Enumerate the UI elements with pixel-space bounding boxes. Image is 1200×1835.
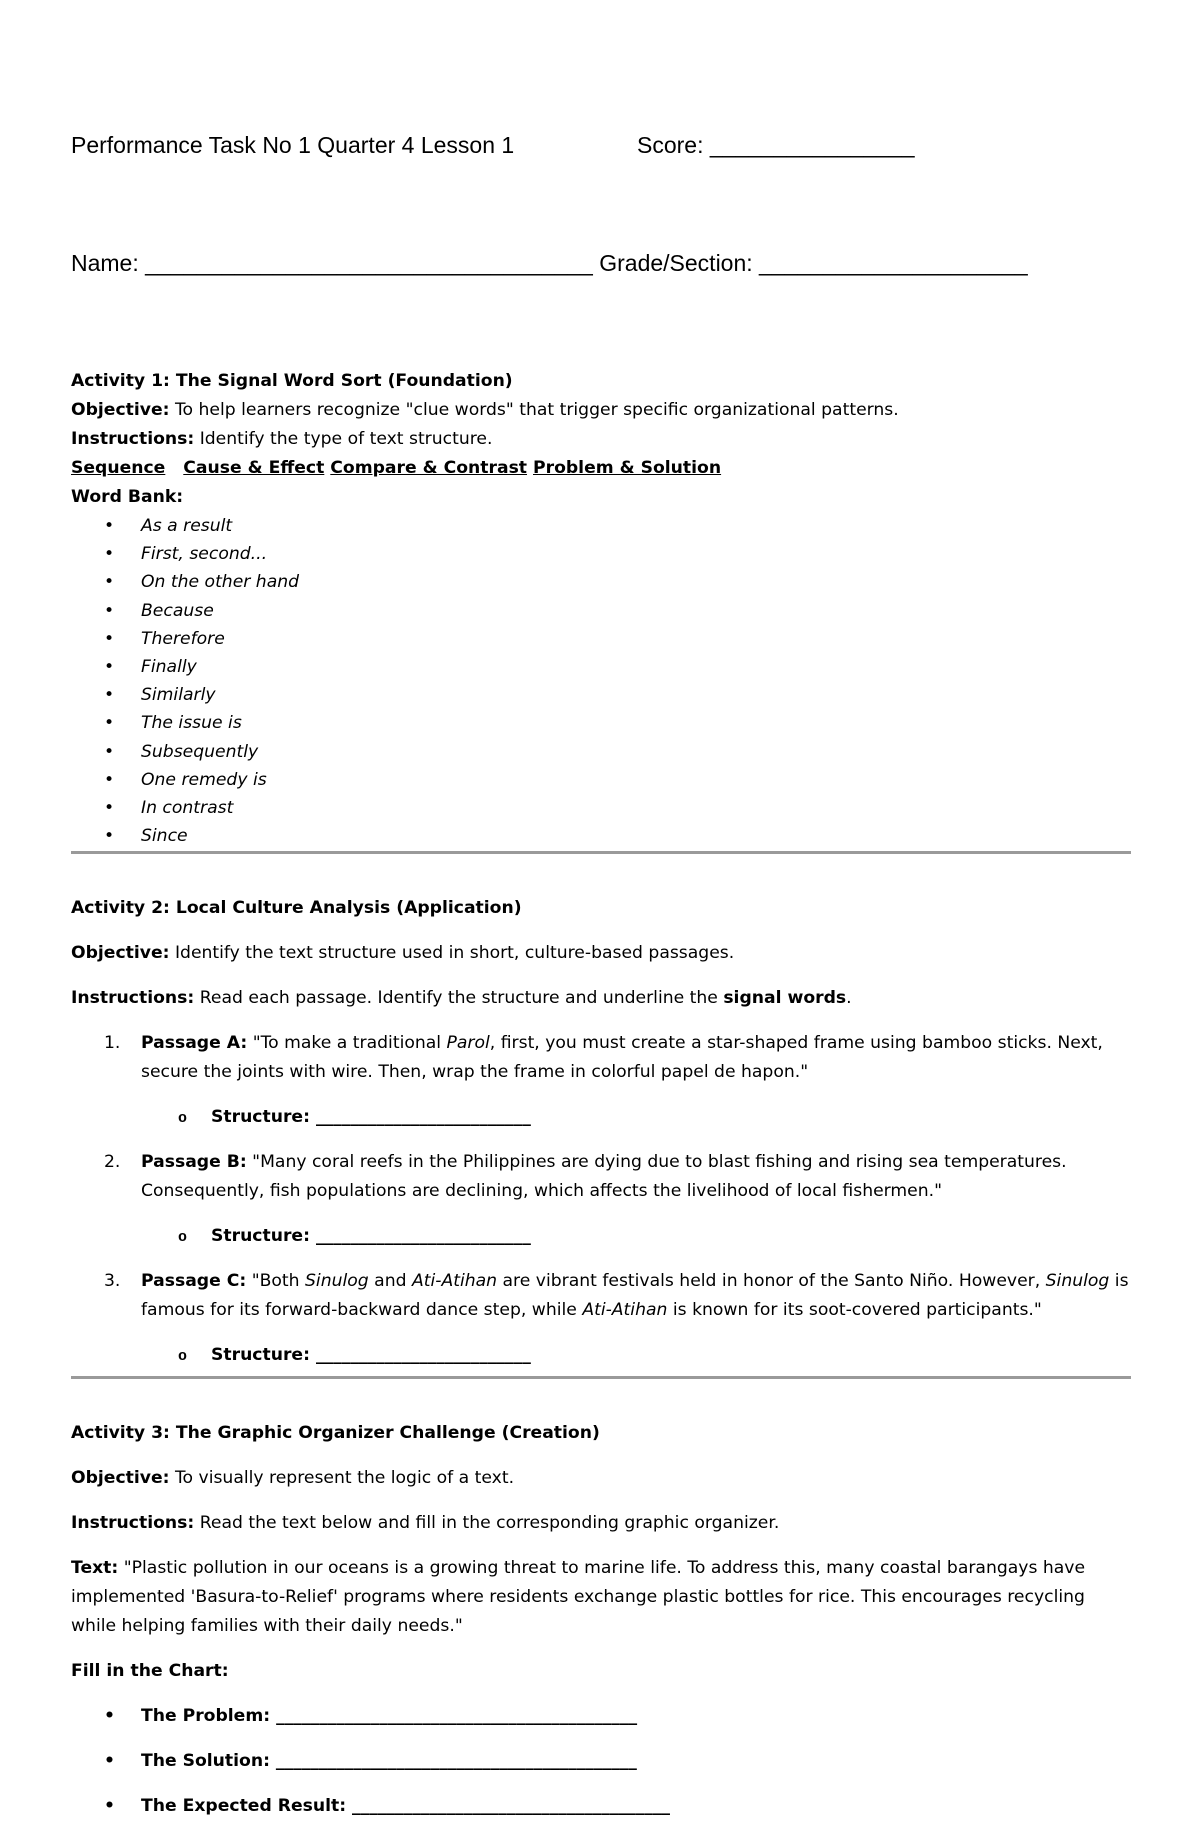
text-label: Text: — [71, 1558, 119, 1579]
passage-text-italic: Sinulog — [1045, 1271, 1110, 1292]
passage-text-italic: Ati-Atihan — [582, 1300, 668, 1321]
structure-answer-b[interactable] — [71, 1222, 1131, 1251]
word-bank-item: • Similarly — [71, 681, 1131, 709]
passage-text: "To make a traditional — [247, 1033, 447, 1054]
activity-3-text — [71, 1554, 1131, 1641]
objective-label: Objective: — [71, 1468, 170, 1489]
worksheet-page — [71, 70, 1131, 1821]
passage-text-italic: Ati-Atihan — [411, 1271, 498, 1292]
passage-text: "Both — [246, 1271, 306, 1292]
passage-text: "Many coral reefs in the Philippines are dying due to blast fishing and rising sea temperatures. — [246, 1152, 1067, 1173]
structure-options — [71, 454, 1131, 483]
passage-text-italic: Parol — [446, 1033, 490, 1054]
passage-text-italic: Sinulog — [305, 1271, 369, 1292]
word-bank-label: Word Bank: — [71, 487, 184, 507]
word-bank-item: • First, second... — [71, 540, 1131, 568]
circle-bullet-icon: o — [178, 1110, 188, 1128]
word-bank-item: • Because — [71, 597, 1131, 625]
word-bank-item: • Finally — [71, 653, 1131, 681]
passage-text: Consequently, fish populations are declining, which affects the livelihood of local fishermen." — [141, 1181, 943, 1202]
passage-label: Passage B: — [141, 1152, 247, 1173]
word-bank-item: • Subsequently — [71, 738, 1131, 766]
circle-bullet-icon: o — [178, 1348, 188, 1366]
section-divider — [71, 851, 1131, 854]
activity-3 — [71, 1419, 1131, 1821]
structure-blank[interactable]: Structure: _________________________ — [211, 1345, 531, 1366]
reading-text: "Plastic pollution in our oceans is a growing threat to marine life. To address this, many coastal barangays have — [118, 1558, 1086, 1579]
passage-a — [71, 1029, 1131, 1087]
instructions-text: Read each passage. Identify the structure and underline the — [194, 988, 724, 1009]
structure-answer-c[interactable] — [71, 1341, 1131, 1370]
reading-text: implemented 'Basura-to-Relief' programs where residents exchange plastic bottles for rice. This encourages recycling — [71, 1587, 1085, 1608]
passage-c — [71, 1267, 1131, 1325]
field-blank[interactable]: _____________________________________ — [346, 1796, 671, 1817]
activity-3-objective — [71, 1464, 1131, 1493]
field-blank[interactable]: __________________________________________ — [269, 1751, 637, 1772]
problem-field[interactable] — [71, 1702, 1131, 1731]
passage-text: and — [368, 1271, 412, 1292]
passage-text: is known for its soot-covered participants." — [667, 1300, 1042, 1321]
structure-option-compare-contrast: Compare & Contrast — [330, 458, 528, 478]
word-bank-item: • One remedy is — [71, 766, 1131, 794]
structure-option-problem-solution: Problem & Solution — [533, 458, 722, 478]
activity-2-objective — [71, 939, 1131, 968]
circle-bullet-icon: o — [178, 1229, 188, 1247]
passage-text: , first, you must create a star-shaped frame using bamboo sticks. Next, — [489, 1033, 1103, 1054]
word-bank-item: • The issue is — [71, 709, 1131, 737]
activity-2 — [71, 894, 1131, 1370]
fill-chart-label: Fill in the Chart: — [71, 1661, 229, 1682]
activity-1 — [71, 367, 1131, 850]
instructions-label: Instructions: — [71, 429, 195, 449]
instructions-end: . — [846, 988, 852, 1009]
instructions-text: Read the text below and fill in the corresponding graphic organizer. — [194, 1513, 780, 1534]
objective-label: Objective: — [71, 400, 170, 420]
structure-option-cause-effect: Cause & Effect — [183, 458, 325, 478]
worksheet-title: Performance Task No 1 Quarter 4 Lesson 1 — [71, 132, 515, 158]
field-label: The Solution: — [141, 1751, 270, 1772]
expected-result-field[interactable] — [71, 1792, 1131, 1821]
activity-1-instructions — [71, 425, 1131, 454]
passage-text: secure the joints with wire. Then, wrap the frame in colorful papel de hapon." — [141, 1062, 809, 1083]
score-field[interactable]: Score: ________________ — [637, 132, 915, 158]
passage-text: famous for its forward-backward dance step, while — [141, 1300, 583, 1321]
passage-b — [71, 1148, 1131, 1206]
activity-3-title: Activity 3: The Graphic Organizer Challenge (Creation) — [71, 1423, 600, 1444]
instructions-label: Instructions: — [71, 1513, 195, 1534]
structure-answer-a[interactable] — [71, 1103, 1131, 1132]
activity-2-instructions — [71, 984, 1131, 1013]
solution-field[interactable] — [71, 1747, 1131, 1776]
word-bank-item: • Since — [71, 822, 1131, 850]
activity-1-objective — [71, 396, 1131, 425]
passage-number: 1. — [104, 1033, 121, 1054]
objective-text: Identify the text structure used in short, culture-based passages. — [169, 943, 735, 964]
word-bank-item: • Therefore — [71, 625, 1131, 653]
objective-text: To help learners recognize "clue words" that trigger specific organizational patterns. — [169, 400, 899, 420]
word-bank-item: • As a result — [71, 512, 1131, 540]
objective-text: To visually represent the logic of a text. — [169, 1468, 515, 1489]
structure-blank[interactable]: Structure: _________________________ — [211, 1226, 531, 1247]
objective-label: Objective: — [71, 943, 170, 964]
name-field[interactable]: Name: ___________________________________ — [71, 250, 593, 276]
activity-3-instructions — [71, 1509, 1131, 1538]
field-label: The Expected Result: — [141, 1796, 347, 1817]
passage-label: Passage A: — [141, 1033, 248, 1054]
field-blank[interactable]: __________________________________________ — [270, 1706, 638, 1727]
signal-words-emphasis: signal words — [723, 988, 847, 1009]
grade-section-field[interactable]: Grade/Section: _____________________ — [599, 250, 1028, 276]
reading-text: while helping families with their daily needs." — [71, 1616, 463, 1637]
passage-label: Passage C: — [141, 1271, 247, 1292]
word-bank-item: • In contrast — [71, 794, 1131, 822]
field-label: The Problem: — [141, 1706, 271, 1727]
structure-option-sequence: Sequence — [71, 458, 166, 478]
passage-text: are vibrant festivals held in honor of the Santo Niño. However, — [497, 1271, 1046, 1292]
header — [71, 70, 1131, 338]
passage-text: is — [1109, 1271, 1129, 1292]
word-bank-list — [71, 512, 1131, 850]
structure-blank[interactable]: Structure: _________________________ — [211, 1107, 531, 1128]
passage-number: 3. — [104, 1271, 121, 1292]
passage-number: 2. — [104, 1152, 121, 1173]
section-divider — [71, 1376, 1131, 1379]
activity-1-title: Activity 1: The Signal Word Sort (Foundation) — [71, 371, 513, 391]
activity-2-title: Activity 2: Local Culture Analysis (Application) — [71, 898, 522, 919]
instructions-text: Identify the type of text structure. — [194, 429, 493, 449]
instructions-label: Instructions: — [71, 988, 195, 1009]
word-bank-item: • On the other hand — [71, 568, 1131, 596]
